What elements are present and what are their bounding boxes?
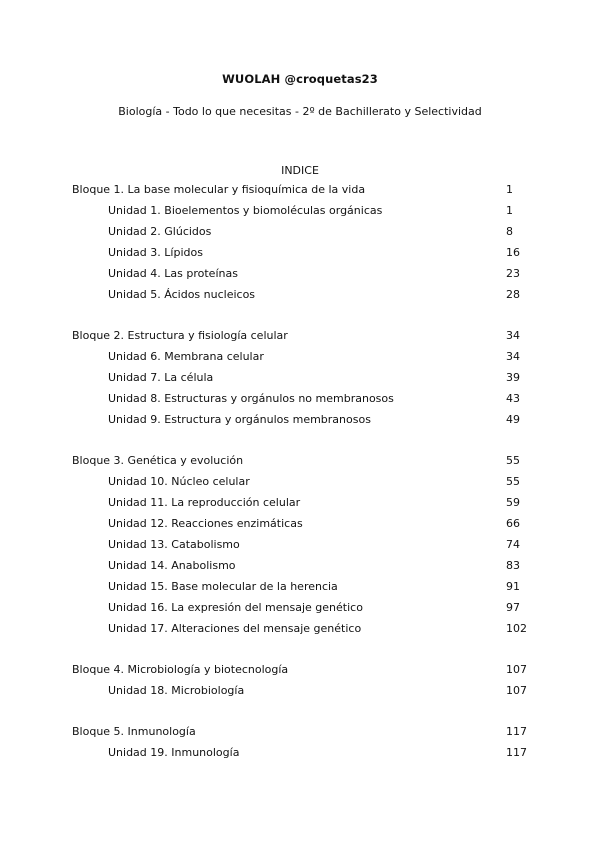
toc-unidad-18[interactable] bbox=[72, 684, 532, 705]
toc-page-number: 55 bbox=[506, 454, 520, 467]
toc-unidad-label: Unidad 1. Bioelementos y biomoléculas orgánicas bbox=[108, 204, 383, 217]
toc-unidad-label: Unidad 6. Membrana celular bbox=[108, 350, 264, 363]
toc-unidad-6[interactable] bbox=[72, 350, 532, 371]
toc-unidad-label: Unidad 16. La expresión del mensaje genético bbox=[108, 601, 363, 614]
toc-unidad-label: Unidad 8. Estructuras y orgánulos no membranosos bbox=[108, 392, 394, 405]
table-of-contents bbox=[72, 183, 532, 767]
toc-page-number: 55 bbox=[506, 475, 520, 488]
toc-page-number: 1 bbox=[506, 204, 513, 217]
toc-unidad-8[interactable] bbox=[72, 392, 532, 413]
toc-page-number: 49 bbox=[506, 413, 520, 426]
toc-unidad-17[interactable] bbox=[72, 622, 532, 643]
toc-page-number: 102 bbox=[506, 622, 527, 635]
toc-unidad-1[interactable] bbox=[72, 204, 532, 225]
toc-page-number: 8 bbox=[506, 225, 513, 238]
toc-unidad-label: Unidad 14. Anabolismo bbox=[108, 559, 236, 572]
toc-unidad-label: Unidad 3. Lípidos bbox=[108, 246, 203, 259]
toc-unidad-12[interactable] bbox=[72, 517, 532, 538]
toc-page-number: 28 bbox=[506, 288, 520, 301]
toc-page-number: 1 bbox=[506, 183, 513, 196]
toc-unidad-9[interactable] bbox=[72, 413, 532, 434]
toc-bloque-label: Bloque 5. Inmunología bbox=[72, 725, 196, 738]
toc-unidad-label: Unidad 17. Alteraciones del mensaje genético bbox=[108, 622, 362, 635]
toc-unidad-label: Unidad 18. Microbiología bbox=[108, 684, 245, 697]
toc-bloque-2[interactable] bbox=[72, 329, 532, 350]
toc-bloque-1[interactable] bbox=[72, 183, 532, 204]
toc-page-number: 74 bbox=[506, 538, 520, 551]
toc-page-number: 117 bbox=[506, 746, 527, 759]
toc-unidad-7[interactable] bbox=[72, 371, 532, 392]
toc-unidad-15[interactable] bbox=[72, 580, 532, 601]
toc-unidad-2[interactable] bbox=[72, 225, 532, 246]
toc-unidad-label: Unidad 12. Reacciones enzimáticas bbox=[108, 517, 303, 530]
toc-page-number: 34 bbox=[506, 329, 520, 342]
toc-unidad-10[interactable] bbox=[72, 475, 532, 496]
toc-unidad-label: Unidad 10. Núcleo celular bbox=[108, 475, 250, 488]
toc-unidad-19[interactable] bbox=[72, 746, 532, 767]
toc-unidad-label: Unidad 9. Estructura y orgánulos membranosos bbox=[108, 413, 371, 426]
toc-bloque-label: Bloque 4. Microbiología y biotecnología bbox=[72, 663, 289, 676]
toc-unidad-label: Unidad 5. Ácidos nucleicos bbox=[108, 288, 256, 301]
toc-unidad-16[interactable] bbox=[72, 601, 532, 622]
toc-unidad-label: Unidad 11. La reproducción celular bbox=[108, 496, 301, 509]
toc-page-number: 107 bbox=[506, 663, 527, 676]
toc-unidad-label: Unidad 2. Glúcidos bbox=[108, 225, 212, 238]
toc-unidad-label: Unidad 15. Base molecular de la herencia bbox=[108, 580, 338, 593]
toc-page-number: 117 bbox=[506, 725, 527, 738]
toc-bloque-4[interactable] bbox=[72, 663, 532, 684]
toc-page-number: 66 bbox=[506, 517, 520, 530]
toc-page-number: 107 bbox=[506, 684, 527, 697]
toc-bloque-label: Bloque 3. Genética y evolución bbox=[72, 454, 244, 467]
toc-page-number: 16 bbox=[506, 246, 520, 259]
toc-unidad-4[interactable] bbox=[72, 267, 532, 288]
toc-page-number: 59 bbox=[506, 496, 520, 509]
document-header-title: WUOLAH @croquetas23 bbox=[222, 72, 378, 86]
toc-page-number: 34 bbox=[506, 350, 520, 363]
toc-unidad-3[interactable] bbox=[72, 246, 532, 267]
document-subtitle: Biología - Todo lo que necesitas - 2º de Bachillerato y Selectividad bbox=[118, 105, 482, 118]
toc-page-number: 91 bbox=[506, 580, 520, 593]
toc-page-number: 97 bbox=[506, 601, 520, 614]
toc-unidad-11[interactable] bbox=[72, 496, 532, 517]
toc-bloque-3[interactable] bbox=[72, 454, 532, 475]
toc-unidad-5[interactable] bbox=[72, 288, 532, 309]
toc-unidad-14[interactable] bbox=[72, 559, 532, 580]
toc-bloque-5[interactable] bbox=[72, 725, 532, 746]
toc-page-number: 39 bbox=[506, 371, 520, 384]
toc-unidad-label: Unidad 7. La célula bbox=[108, 371, 214, 384]
toc-heading: INDICE bbox=[281, 164, 319, 177]
toc-unidad-13[interactable] bbox=[72, 538, 532, 559]
toc-page-number: 43 bbox=[506, 392, 520, 405]
toc-unidad-label: Unidad 4. Las proteínas bbox=[108, 267, 238, 280]
toc-unidad-label: Unidad 13. Catabolismo bbox=[108, 538, 240, 551]
toc-bloque-label: Bloque 2. Estructura y fisiología celular bbox=[72, 329, 288, 342]
toc-bloque-label: Bloque 1. La base molecular y fisioquímica de la vida bbox=[72, 183, 366, 196]
toc-page-number: 83 bbox=[506, 559, 520, 572]
toc-unidad-label: Unidad 19. Inmunología bbox=[108, 746, 240, 759]
toc-page-number: 23 bbox=[506, 267, 520, 280]
